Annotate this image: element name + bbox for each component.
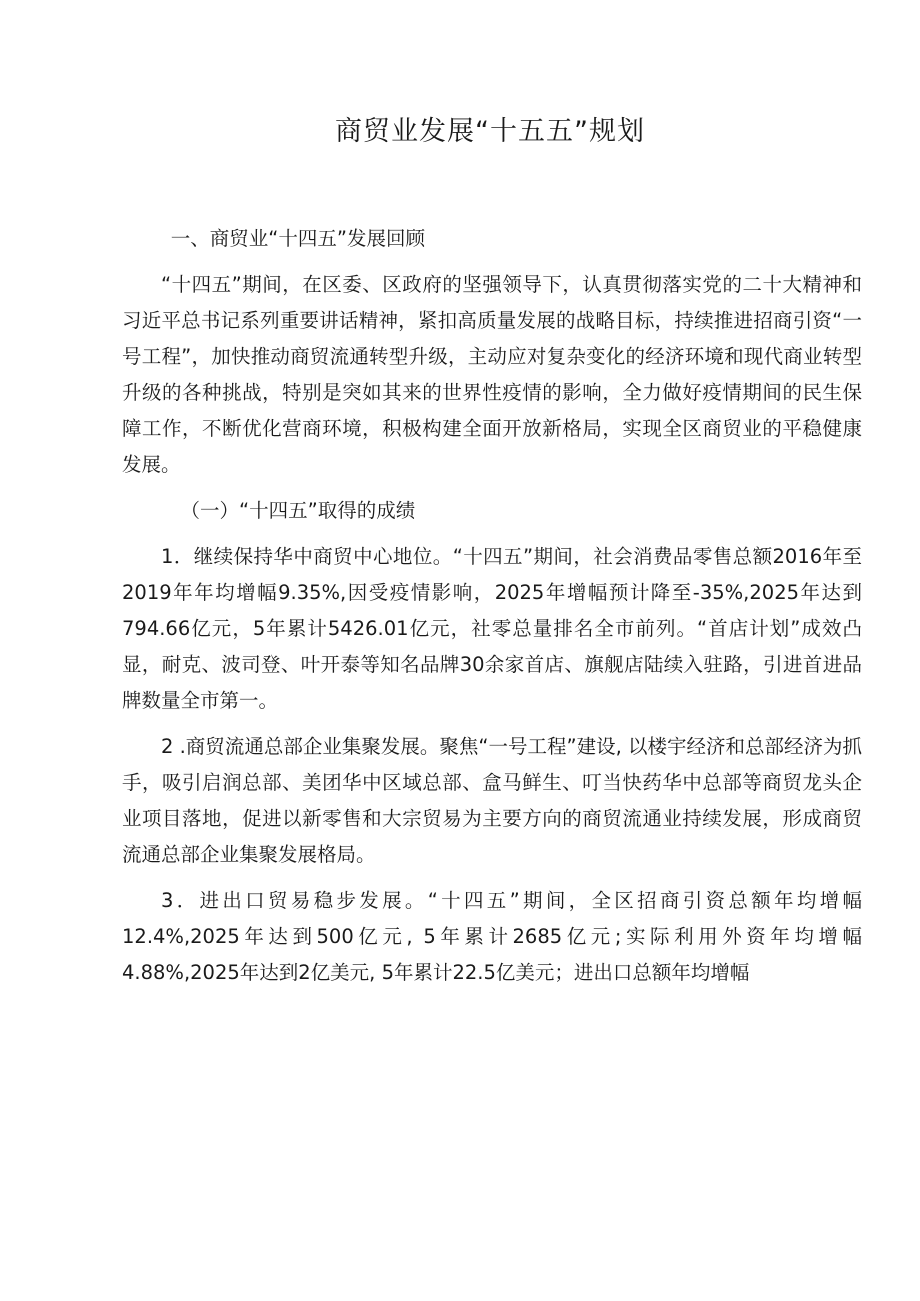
paragraph-intro: “十四五”期间，在区委、区政府的坚强领导下，认真贯彻落实党的二十大精神和习近平总书记系列重要讲话精神，紧扣高质量发展的战略目标，持续推进招商引资“一号工程”，加快推动商贸流通转型升级，主动应对复杂变化的经济环境和现代商业转型升级的各种挑战，特别是突如其来的世界性疫情的影响，全力做好疫情期间的民生保障工作，不断优化营商环境，积极构建全面开放新格局，实现全区商贸业的平稳健康发展。 bbox=[122, 273, 862, 476]
paragraph-item-3: 3．进出口贸易稳步发展。“十四五”期间，全区招商引资总额年均增幅12.4%,2025年达到500亿元, 5年累计2685亿元;实际利用外资年均增幅4.88%,2025年达到2亿美元, 5年累计22.5亿美元；进出口总额年均增幅 bbox=[122, 889, 862, 984]
section-heading-review: 一、商贸业“十四五”发展回顾 bbox=[170, 227, 425, 250]
document-title: 商贸业发展“十五五”规划 bbox=[335, 116, 645, 147]
paragraph-item-2: 2 .商贸流通总部企业集聚发展。聚焦“一号工程”建设, 以楼宇经济和总部经济为抓手，吸引启润总部、美团华中区域总部、盒马鲜生、叮当快药华中总部等商贸龙头企业项目落地，促进以新零售和大宗贸易为主要方向的商贸流通业持续发展，形成商贸流通总部企业集聚发展格局。 bbox=[122, 735, 862, 866]
document-body bbox=[122, 221, 862, 991]
subsection-heading-achievements: （一）“十四五”取得的成绩 bbox=[180, 499, 416, 522]
paragraph-item-1: 1．继续保持华中商贸中心地位。“十四五”期间，社会消费品零售总额2016年至2019年年均增幅9.35%,因受疫情影响，2025年增幅预计降至-35%,2025年达到794.66亿元，5年累计5426.01亿元，社零总量排名全市前列。“首店计划”成效凸显，耐克、波司登、叶开泰等知名品牌30余家首店、旗舰店陆续入驻路，引进首进品牌数量全市第一。 bbox=[122, 545, 862, 712]
